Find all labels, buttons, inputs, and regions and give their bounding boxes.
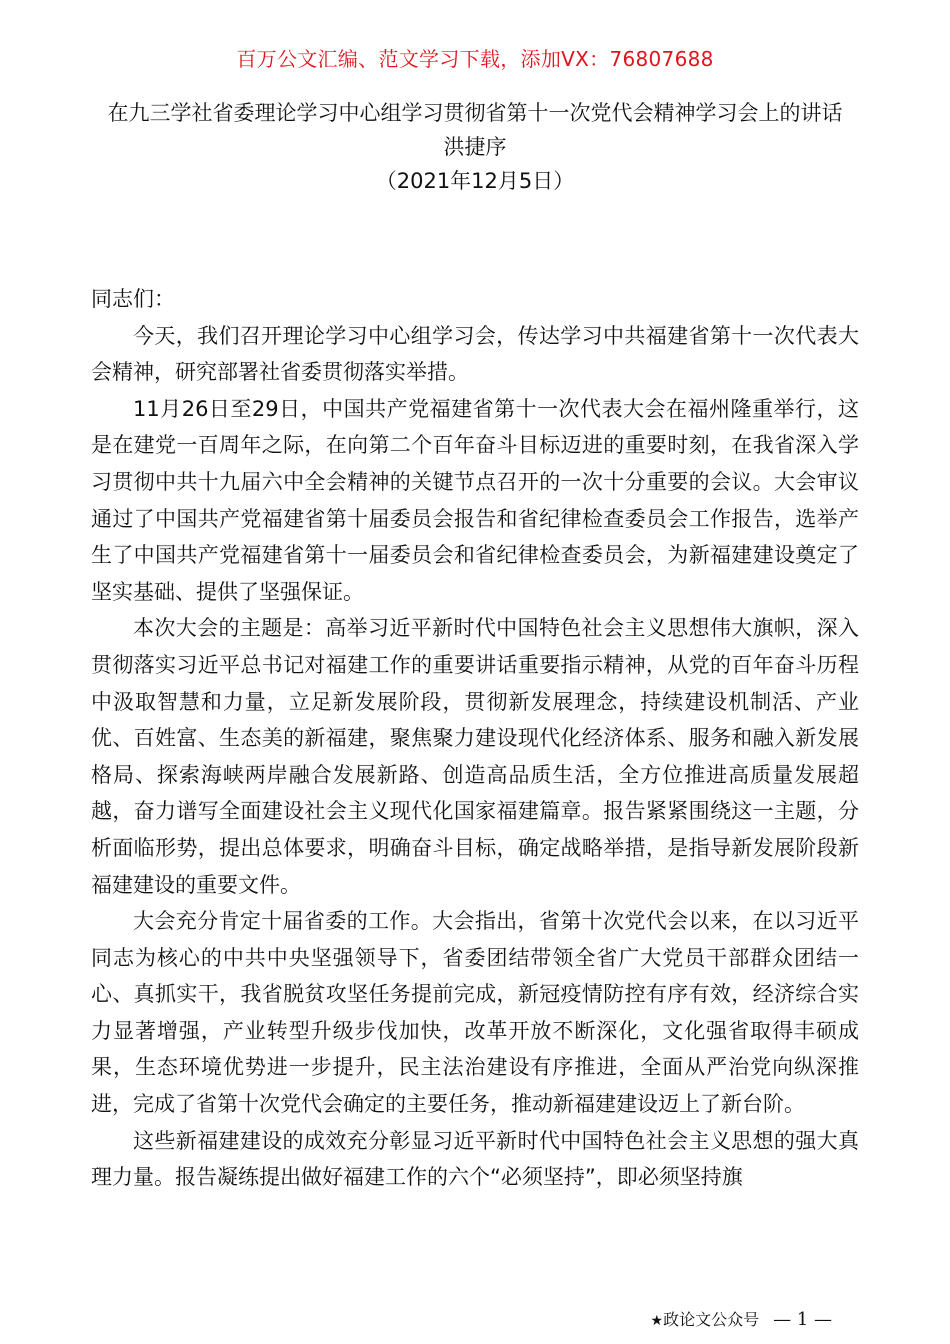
document-author: 洪捷序 [443,135,507,159]
page-footer [651,1308,832,1333]
paragraph-3: 本次大会的主题是：高举习近平新时代中国特色社会主义思想伟大旗帜，深入贯彻落实习近平总书记对福建工作的重要讲话重要指示精神，从党的百年奋斗历程中汲取智慧和力量，立足新发展阶段，贯彻新发展理念，持续建设机制活、产业优、百姓富、生态美的新福建，聚焦聚力建设现代化经济体系、服务和融入新发展格局、探索海峡两岸融合发展新路、创造高品质生活，全方位推进高质量发展超越，奋力谱写全面建设社会主义现代化国家福建篇章。报告紧紧围绕这一主题，分析面临形势，提出总体要求，明确奋斗目标，确定战略举措，是指导新发展阶段新福建建设的重要文件。 [91,616,859,897]
footer-source: 政论文公众号 [663,1310,760,1329]
document-date: （2021年12月5日） [375,169,575,193]
document-title: 在九三学社省委理论学习中心组学习贯彻省第十一次党代会精神学习会上的讲话 [107,101,843,125]
page-number: — 1 — [773,1309,832,1330]
paragraph-2: 11月26日至29日，中国共产党福建省第十一次代表大会在福州隆重举行，这是在建党一百周年之际，在向第二个百年奋斗目标迈进的重要时刻，在我省深入学习贯彻中共十九届六中全会精神的关键节点召开的一次十分重要的会议。大会审议通过了中国共产党福建省第十届委员会报告和省纪律检查委员会工作报告，选举产生了中国共产党福建省第十一届委员会和省纪律检查委员会，为新福建建设奠定了坚实基础、提供了坚强保证。 [91,396,859,604]
watermark-banner: 百万公文汇编、范文学习下载，添加VX：76807688 [236,47,714,71]
salutation: 同志们： [91,287,175,311]
document-header [90,96,860,198]
paragraph-5: 这些新福建建设的成效充分彰显习近平新时代中国特色社会主义思想的强大真理力量。报告凝练提出做好福建工作的六个“必须坚持”，即必须坚持旗 [91,1128,859,1190]
paragraph-1: 今天，我们召开理论学习中心组学习会，传达学习中共福建省第十一次代表大会精神，研究部署社省委贯彻落实举措。 [91,323,859,385]
paragraph-4: 大会充分肯定十届省委的工作。大会指出，省第十次党代会以来，在以习近平同志为核心的中共中央坚强领导下，省委团结带领全省广大党员干部群众团结一心、真抓实干，我省脱贫攻坚任务提前完成，新冠疫情防控有序有效，经济综合实力显著增强，产业转型升级步伐加快，改革开放不断深化，文化强省取得丰硕成果，生态环境优势进一步提升，民主法治建设有序推进，全面从严治党向纵深推进，完成了省第十次党代会确定的主要任务，推动新福建建设迈上了新台阶。 [91,909,859,1117]
star-icon: ★ [650,1313,664,1329]
document-body [91,281,859,1196]
